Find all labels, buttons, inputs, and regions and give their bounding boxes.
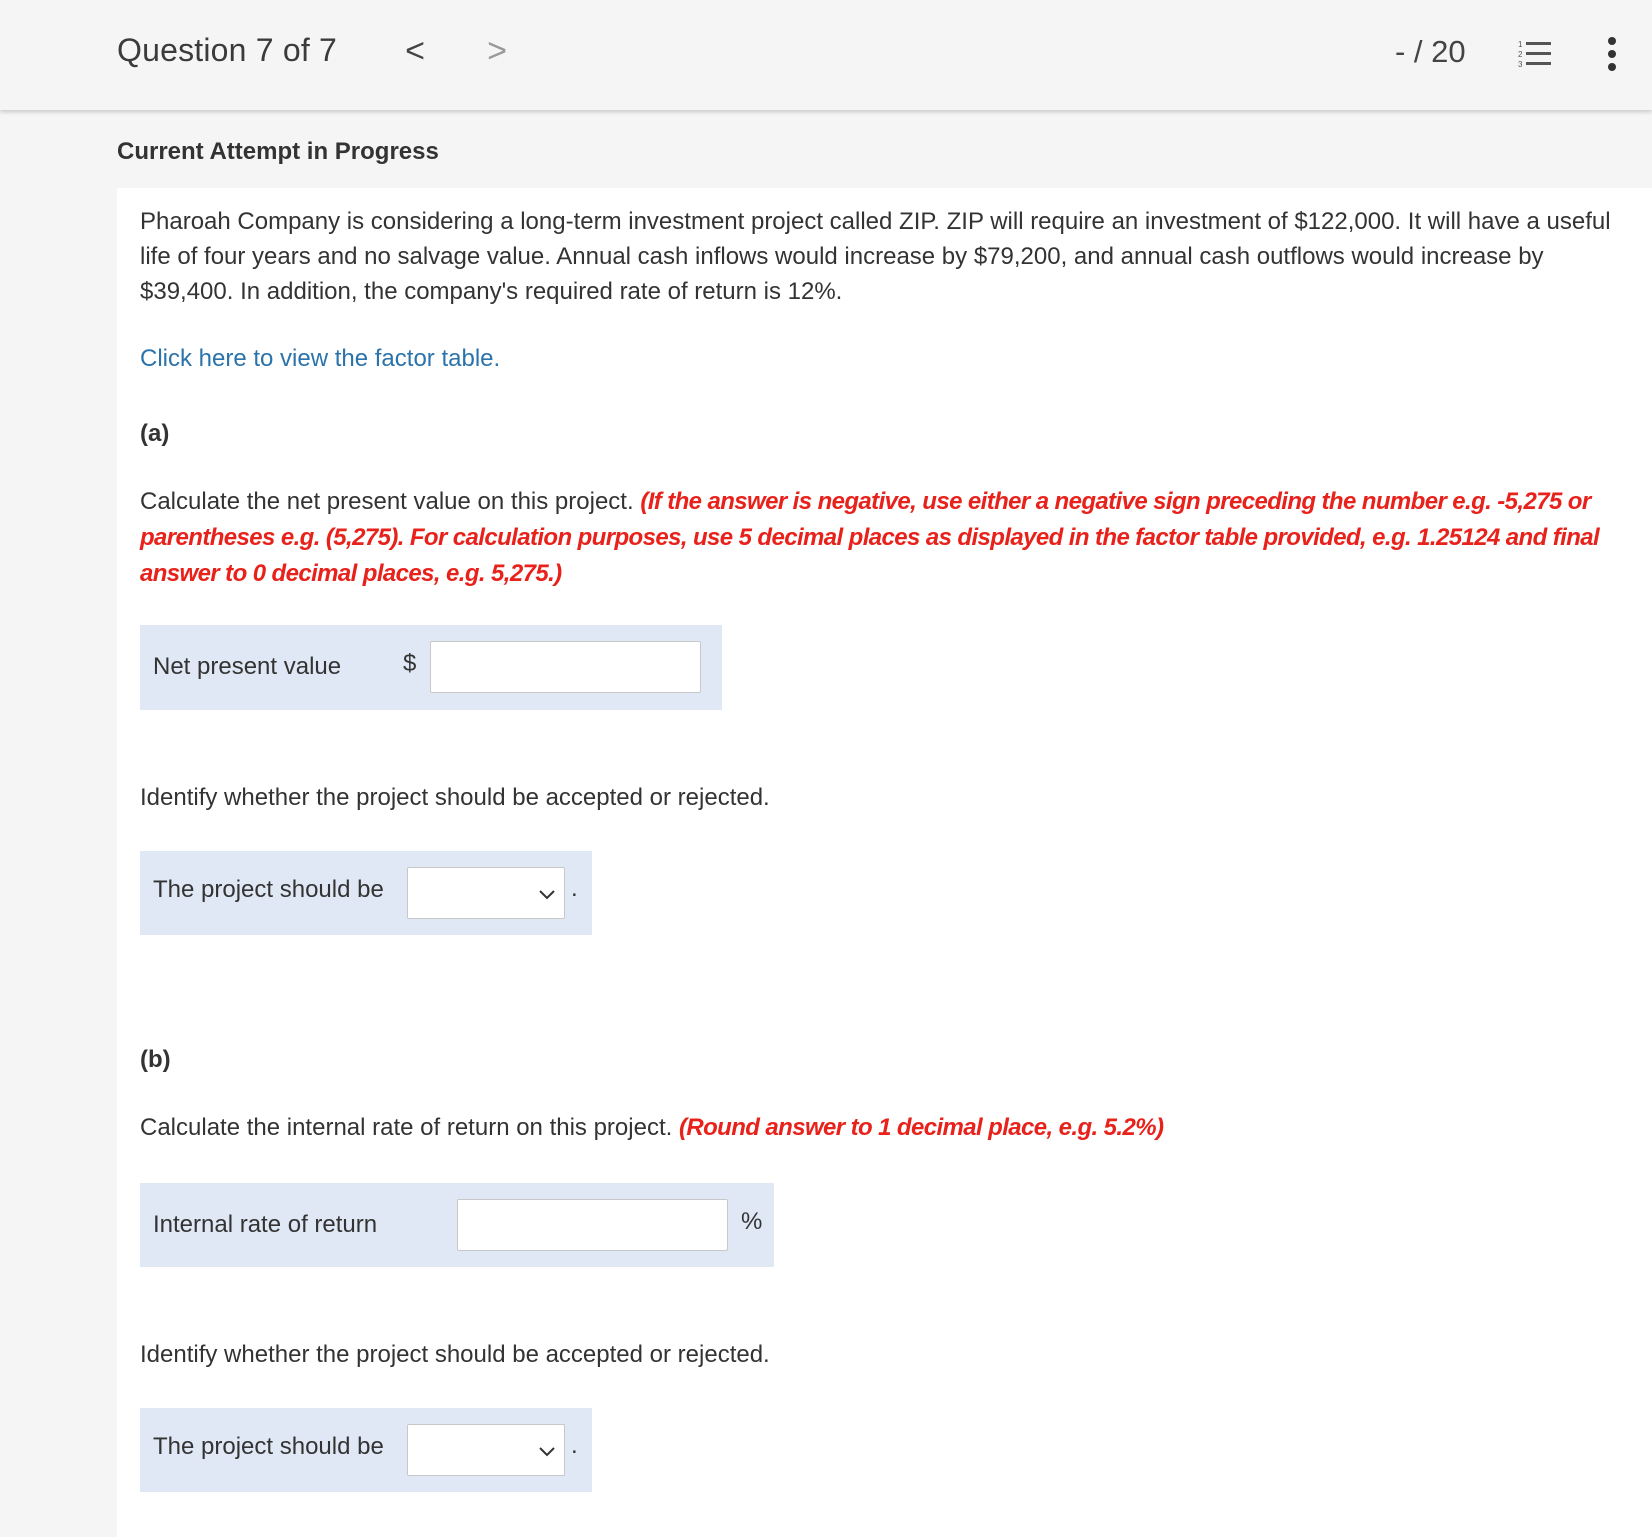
question-title: Question 7 of 7: [117, 32, 338, 68]
problem-statement: Pharoah Company is considering a long-term investment project called ZIP. ZIP will require an investment of $122,000. It will have a useful life of four years and no salvage value. Annual cash inflows would increase by $79,200, and annual cash outflows would increase by $39,400. In addition, the company's required rate of return is 12%.: [140, 208, 1611, 305]
npv-answer-box: [140, 625, 722, 710]
part-a-hint: (If the answer is negative, use either a negative sign preceding the number e.g. -5,275 or parentheses e.g. (5,275). For calculation purposes, use 5 decimal places as displayed in the factor table provided, e.g. 1.25124 and final answer to 0 decimal places, e.g. 5,275.): [140, 488, 1600, 587]
irr-input[interactable]: [457, 1199, 728, 1251]
more-options-icon[interactable]: [1600, 36, 1624, 72]
question-list-icon[interactable]: [1517, 38, 1553, 70]
part-b-label: (b): [140, 1046, 171, 1073]
top-bar: [0, 0, 1652, 110]
part-a-decision-box: [140, 851, 592, 935]
factor-table-link[interactable]: Click here to view the factor table.: [140, 345, 501, 372]
part-a-instruction-text: Calculate the net present value on this project.: [140, 488, 634, 515]
irr-answer-box: [140, 1183, 774, 1267]
chevron-down-icon: [538, 885, 556, 903]
part-b-decision-period: .: [571, 1432, 578, 1459]
part-b-hint: (Round answer to 1 decimal place, e.g. 5.2%): [678, 1114, 1164, 1141]
irr-percent-suffix: %: [741, 1208, 763, 1235]
npv-input[interactable]: [430, 641, 701, 693]
part-b-decision-select[interactable]: [407, 1424, 565, 1476]
left-gutter: [0, 110, 117, 1537]
part-a-decision-period: .: [571, 875, 578, 902]
part-b-decision-prompt: Identify whether the project should be accepted or rejected.: [140, 1341, 770, 1368]
next-question-button[interactable]: >: [487, 32, 507, 70]
part-a-decision-prompt: Identify whether the project should be accepted or rejected.: [140, 784, 770, 811]
npv-currency-prefix: $: [403, 650, 417, 677]
part-b-instruction: [140, 1110, 1630, 1146]
npv-label: Net present value: [153, 653, 342, 680]
part-a-instruction: [140, 484, 1630, 592]
chevron-down-icon: [538, 1442, 556, 1460]
part-a-decision-select[interactable]: [407, 867, 565, 919]
part-b-decision-box: [140, 1408, 592, 1492]
svg-text:3: 3: [1518, 60, 1523, 69]
svg-text:2: 2: [1518, 50, 1523, 59]
score-display: - / 20: [1395, 34, 1466, 69]
previous-question-button[interactable]: <: [405, 32, 425, 70]
attempt-status: Current Attempt in Progress: [117, 138, 439, 165]
irr-label: Internal rate of return: [153, 1211, 378, 1238]
svg-text:1: 1: [1518, 40, 1523, 49]
part-b-decision-label: The project should be: [153, 1433, 384, 1460]
part-a-decision-label: The project should be: [153, 876, 384, 903]
part-a-label: (a): [140, 420, 170, 447]
part-b-instruction-text: Calculate the internal rate of return on this project.: [140, 1114, 673, 1141]
